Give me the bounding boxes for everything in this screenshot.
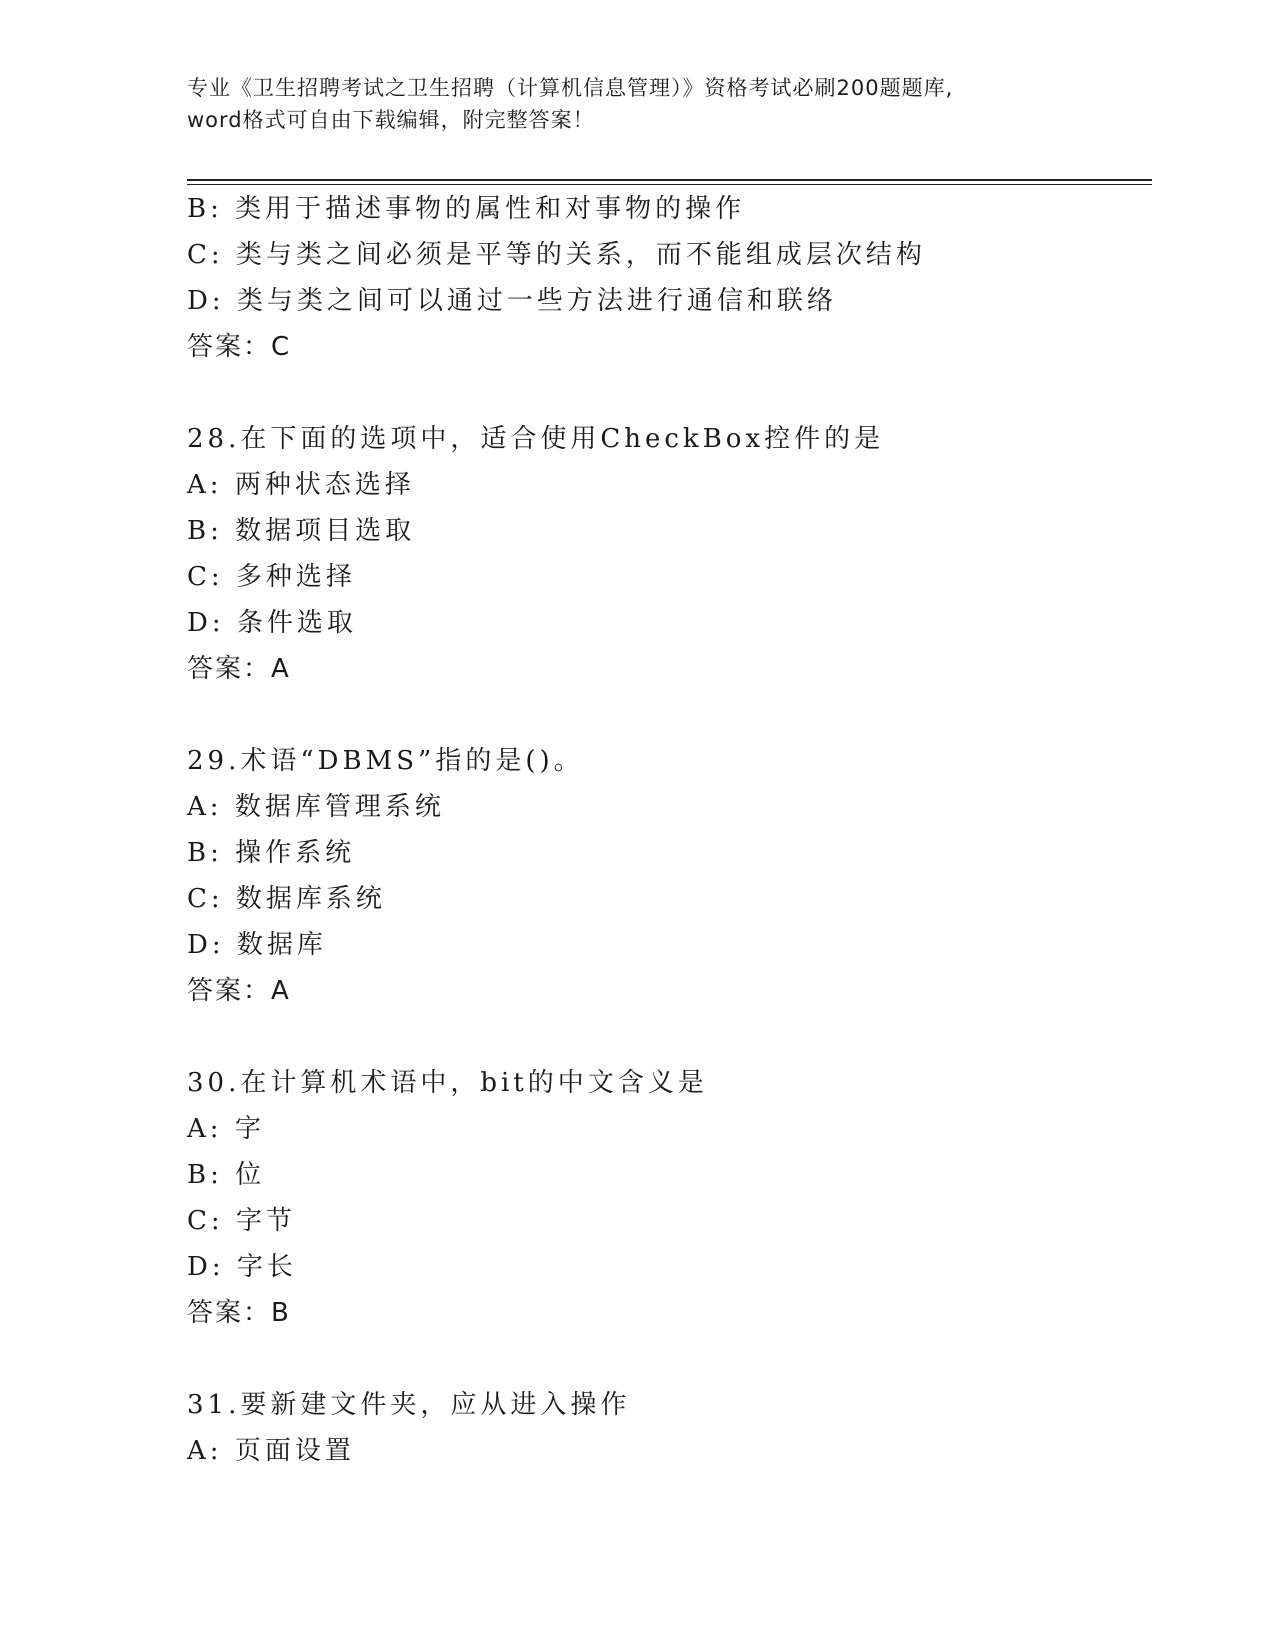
header-title-line-2: word格式可自由下载编辑，附完整答案！ <box>187 108 595 132</box>
option-text: 操作系统 <box>235 838 356 868</box>
option-text: 数据项目选取 <box>235 516 416 546</box>
option-letter: B: <box>187 838 223 868</box>
option-text: 类与类之间必须是平等的关系，而不能组成层次结构 <box>235 240 926 270</box>
option-text: 多种选择 <box>235 562 356 592</box>
option-letter: A: <box>187 470 223 500</box>
header-rule-thin <box>187 184 1152 185</box>
option-d-q30 <box>187 1244 1147 1290</box>
option-letter: C: <box>187 1206 224 1236</box>
option-d-q27 <box>187 278 1147 324</box>
option-letter: B: <box>187 1160 223 1190</box>
option-text: 字长 <box>236 1252 297 1282</box>
answer-q27: 答案：C <box>187 332 292 362</box>
option-d-q29 <box>187 922 1147 968</box>
question-spacer <box>187 1014 1147 1060</box>
option-a-q29 <box>187 784 1147 830</box>
question-stem-29: 29.术语“DBMS”指的是()。 <box>187 746 584 776</box>
option-letter: D: <box>187 286 225 316</box>
option-c-q29 <box>187 876 1147 922</box>
option-a-q31 <box>187 1428 1147 1474</box>
question-list <box>187 186 1147 1474</box>
option-letter: C: <box>187 562 224 592</box>
question-stem-31: 31.要新建文件夹，应从进入操作 <box>187 1390 631 1420</box>
header-title-line-1: 专业《卫生招聘考试之卫生招聘（计算机信息管理）》资格考试必刷200题题库, <box>187 76 954 100</box>
document-header <box>187 72 1087 136</box>
option-letter: D: <box>187 930 225 960</box>
option-text: 字 <box>234 1114 265 1144</box>
option-letter: D: <box>187 1252 225 1282</box>
question-stem-30: 30.在计算机术语中，bit的中文含义是 <box>187 1068 708 1098</box>
option-text: 数据库系统 <box>235 884 386 914</box>
option-a-q30 <box>187 1106 1147 1152</box>
option-letter: A: <box>187 1114 223 1144</box>
option-text: 条件选取 <box>236 608 357 638</box>
answer-q28: 答案：A <box>187 654 291 684</box>
option-b-q27 <box>187 186 1147 232</box>
option-a-q28 <box>187 462 1147 508</box>
option-c-q28 <box>187 554 1147 600</box>
option-text: 位 <box>235 1160 266 1190</box>
option-c-q30 <box>187 1198 1147 1244</box>
option-letter: D: <box>187 608 225 638</box>
option-letter: C: <box>187 884 224 914</box>
option-d-q28 <box>187 600 1147 646</box>
option-letter: C: <box>187 240 224 270</box>
option-text: 类与类之间可以通过一些方法进行通信和联络 <box>236 286 837 316</box>
option-text: 两种状态选择 <box>234 470 415 500</box>
option-letter: B: <box>187 516 223 546</box>
question-spacer <box>187 692 1147 738</box>
answer-q29: 答案：A <box>187 976 291 1006</box>
option-letter: A: <box>187 1436 223 1466</box>
answer-q30: 答案：B <box>187 1298 291 1328</box>
question-stem-28: 28.在下面的选项中，适合使用CheckBox控件的是 <box>187 424 885 454</box>
option-text: 数据库 <box>236 930 327 960</box>
question-spacer <box>187 1336 1147 1382</box>
option-text: 数据库管理系统 <box>234 792 445 822</box>
option-c-q27 <box>187 232 1147 278</box>
question-spacer <box>187 370 1147 416</box>
option-text: 字节 <box>235 1206 296 1236</box>
option-text: 页面设置 <box>234 1436 355 1466</box>
option-text: 类用于描述事物的属性和对事物的操作 <box>235 194 746 224</box>
option-letter: B: <box>187 194 223 224</box>
option-b-q29 <box>187 830 1147 876</box>
option-letter: A: <box>187 792 223 822</box>
option-b-q28 <box>187 508 1147 554</box>
header-rule-thick <box>187 179 1152 181</box>
option-b-q30 <box>187 1152 1147 1198</box>
